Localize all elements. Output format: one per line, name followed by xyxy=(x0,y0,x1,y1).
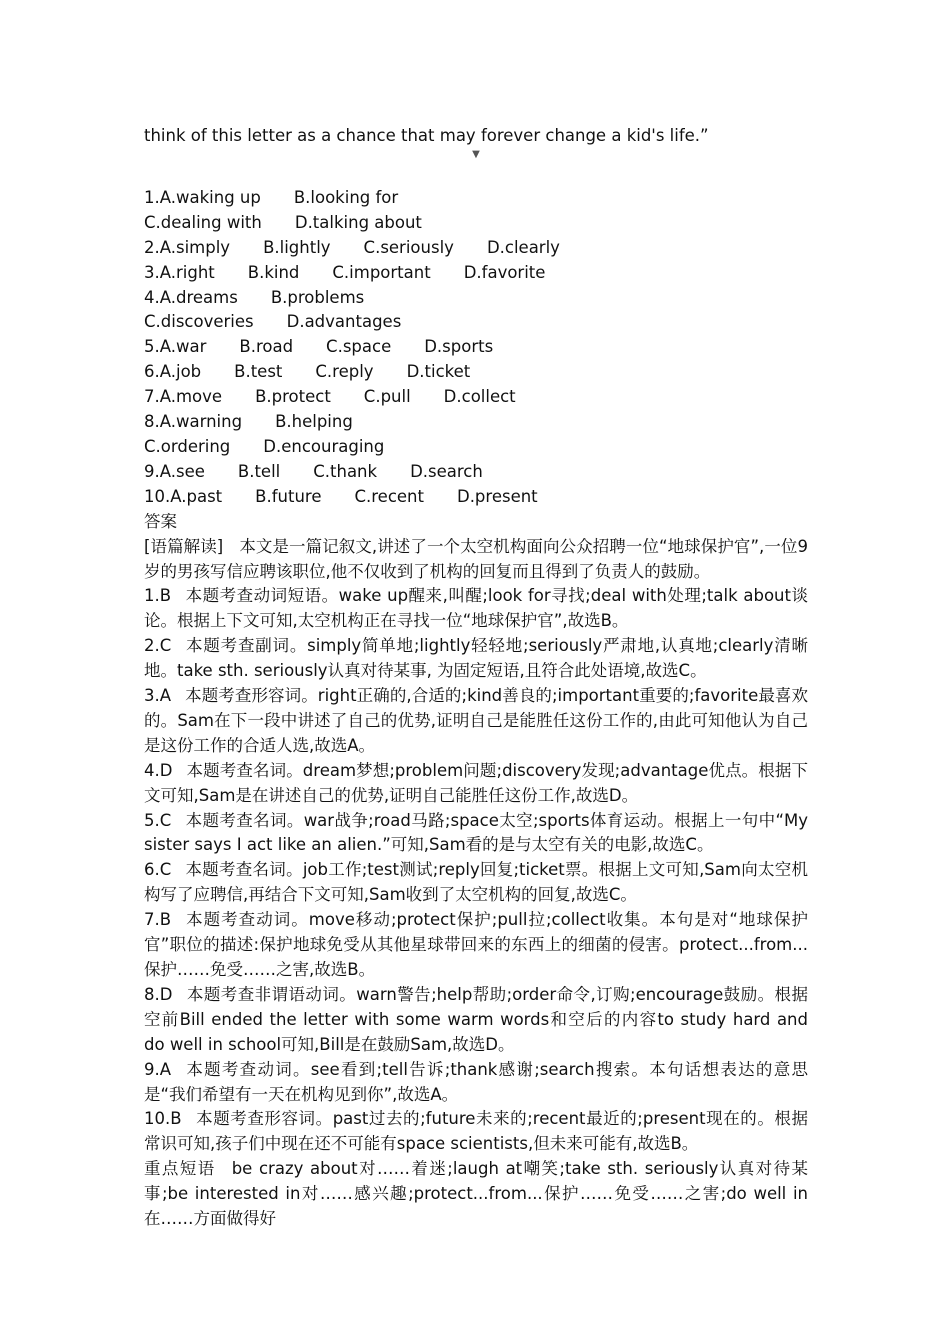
explanation-number: 9.A xyxy=(144,1059,172,1079)
option-line xyxy=(144,485,808,510)
option-item: D.clearly xyxy=(486,237,560,257)
explanation-text: 本题考查副词。simply简单地;lightly轻轻地;seriously严肃地,认真地;clearly清晰地。take sth. seriously认真对待某事, 为固定短语,且符合此处语境,故选C。 xyxy=(144,636,808,681)
option-item: D.talking about xyxy=(294,212,422,232)
option-item: C.seriously xyxy=(363,237,454,257)
option-item: 3.A.right xyxy=(144,262,215,282)
explanation-item xyxy=(144,584,808,634)
option-item: C.thank xyxy=(313,461,378,481)
explanation-number: 6.C xyxy=(144,860,172,880)
option-line xyxy=(144,360,808,385)
option-line xyxy=(144,186,808,211)
option-item: C.pull xyxy=(363,387,411,407)
vocab-paragraph xyxy=(144,1157,808,1232)
explanation-text: 本题考查形容词。past过去的;future未来的;recent最近的;present现在的。根据常识可知,孩子们中现在还不可能有space scientists,但未来可能有,故选B。 xyxy=(144,1109,808,1154)
option-line xyxy=(144,211,808,236)
explanation-item xyxy=(144,1058,808,1108)
explanation-text: 本题考查动词短语。wake up醒来,叫醒;look for寻找;deal with处理;talk about谈论。根据上下文可知,太空机构正在寻找一位“地球保护官”,故选B。 xyxy=(144,586,808,631)
option-item: D.ticket xyxy=(406,362,471,382)
option-item: 2.A.simply xyxy=(144,237,231,257)
option-line xyxy=(144,310,808,335)
explanation-number: 1.B xyxy=(144,586,172,606)
explanation-number: 8.D xyxy=(144,984,173,1004)
explanation-number: 7.B xyxy=(144,910,172,930)
option-item: D.search xyxy=(410,461,483,481)
explanation-item xyxy=(144,1107,808,1157)
explanation-item xyxy=(144,759,808,809)
option-item: 1.A.waking up xyxy=(144,187,261,207)
option-line xyxy=(144,335,808,360)
answer-heading: 答案 xyxy=(144,511,177,531)
option-item: D.advantages xyxy=(286,312,402,332)
summary-text: 本文是一篇记叙文,讲述了一个太空机构面向公众招聘一位“地球保护官”,一位9岁的男孩写信应聘该职位,他不仅收到了机构的回复而且得到了负责人的鼓励。 xyxy=(144,536,808,581)
option-item: B.kind xyxy=(247,262,300,282)
option-item: B.future xyxy=(255,486,322,506)
option-item: B.road xyxy=(239,337,294,357)
option-item: D.sports xyxy=(424,337,494,357)
option-item: 6.A.job xyxy=(144,362,202,382)
option-item: 9.A.see xyxy=(144,461,205,481)
explanation-text: 本题考查名词。dream梦想;problem问题;discovery发现;advantage优点。根据下文可知,Sam是在讲述自己的优势,证明自己能胜任这份工作,故选D。 xyxy=(144,760,808,805)
explanation-number: 4.D xyxy=(144,760,173,780)
option-item: D.collect xyxy=(443,387,516,407)
explanation-item xyxy=(144,908,808,983)
option-item: 4.A.dreams xyxy=(144,287,238,307)
vocab-text: be crazy about对……着迷;laugh at嘲笑;take sth. seriously认真对待某事;be interested in对……感兴趣;protect...from...保护……免受……之害;do well in在……方面做得好 xyxy=(144,1159,808,1229)
explanation-number: 3.A xyxy=(144,686,172,706)
option-item: 8.A.warning xyxy=(144,412,243,432)
options-list xyxy=(144,186,808,510)
option-item: C.dealing with xyxy=(144,212,262,232)
option-item: C.recent xyxy=(354,486,424,506)
option-item: 5.A.war xyxy=(144,337,207,357)
option-item: C.space xyxy=(326,337,392,357)
option-item: D.encouraging xyxy=(263,436,385,456)
option-line xyxy=(144,261,808,286)
explanation-item xyxy=(144,858,808,908)
option-line xyxy=(144,435,808,460)
option-line xyxy=(144,286,808,311)
option-item: D.present xyxy=(456,486,538,506)
explanation-text: 本题考查动词。see看到;tell告诉;thank感谢;search搜索。本句话想表达的意思是“我们希望有一天在机构见到你”,故选A。 xyxy=(144,1059,808,1104)
document-page xyxy=(144,124,808,1232)
option-item: B.protect xyxy=(255,387,331,407)
explanation-item xyxy=(144,634,808,684)
explanation-number: 5.C xyxy=(144,810,172,830)
option-item: C.important xyxy=(332,262,431,282)
explanation-item xyxy=(144,809,808,859)
explanation-text: 本题考查动词。move移动;protect保护;pull拉;collect收集。本句是对“地球保护官”职位的描述:保护地球免受从其他星球带回来的东西上的细菌的侵害。protect...from...保护……免受……之害,故选B。 xyxy=(144,910,808,979)
explanation-number: 2.C xyxy=(144,636,172,656)
summary-paragraph xyxy=(144,535,808,585)
option-item: B.problems xyxy=(270,287,365,307)
option-item: B.helping xyxy=(275,412,353,432)
explanation-text: 本题考查名词。war战争;road马路;space太空;sports体育运动。根据上一句中“My sister says I act like an alien.”可知,Sam看的是与太空有关的电影,故选C。 xyxy=(144,810,808,855)
option-line xyxy=(144,460,808,485)
explanation-item xyxy=(144,983,808,1058)
option-item: C.ordering xyxy=(144,436,231,456)
section-marker-icon: ▼ xyxy=(472,148,480,160)
option-item: B.tell xyxy=(237,461,281,481)
summary-label: [语篇解读] xyxy=(144,536,224,556)
option-line xyxy=(144,385,808,410)
option-item: 10.A.past xyxy=(144,486,223,506)
explanation-text: 本题考查名词。job工作;test测试;reply回复;ticket票。根据上文可知,Sam向太空机构写了应聘信,再结合下文可知,Sam收到了太空机构的回复,故选C。 xyxy=(144,860,808,905)
explanation-text: 本题考查形容词。right正确的,合适的;kind善良的;important重要的;favorite最喜欢的。Sam在下一段中讲述了自己的优势,证明自己是能胜任这份工作的,由此可知他认为自己是这份工作的合适人选,故选A。 xyxy=(144,686,808,755)
intro-line: think of this letter as a chance that may forever change a kid's life.” xyxy=(144,126,709,145)
option-item: C.reply xyxy=(315,362,374,382)
option-item: B.looking for xyxy=(293,187,399,207)
option-item: C.discoveries xyxy=(144,312,254,332)
explanation-item xyxy=(144,684,808,759)
option-item: D.favorite xyxy=(463,262,546,282)
explanations-list xyxy=(144,584,808,1157)
option-item: B.test xyxy=(234,362,283,382)
option-line xyxy=(144,410,808,435)
option-line xyxy=(144,236,808,261)
vocab-label: 重点短语 xyxy=(144,1159,216,1179)
explanation-number: 10.B xyxy=(144,1109,182,1129)
explanation-text: 本题考查非谓语动词。warn警告;help帮助;order命令,订购;encourage鼓励。根据空前Bill ended the letter with some warm words和空后的内容to study hard and do well in school可知,Bill是在鼓励Sam,故选D。 xyxy=(144,984,808,1054)
option-item: 7.A.move xyxy=(144,387,223,407)
option-item: B.lightly xyxy=(263,237,331,257)
